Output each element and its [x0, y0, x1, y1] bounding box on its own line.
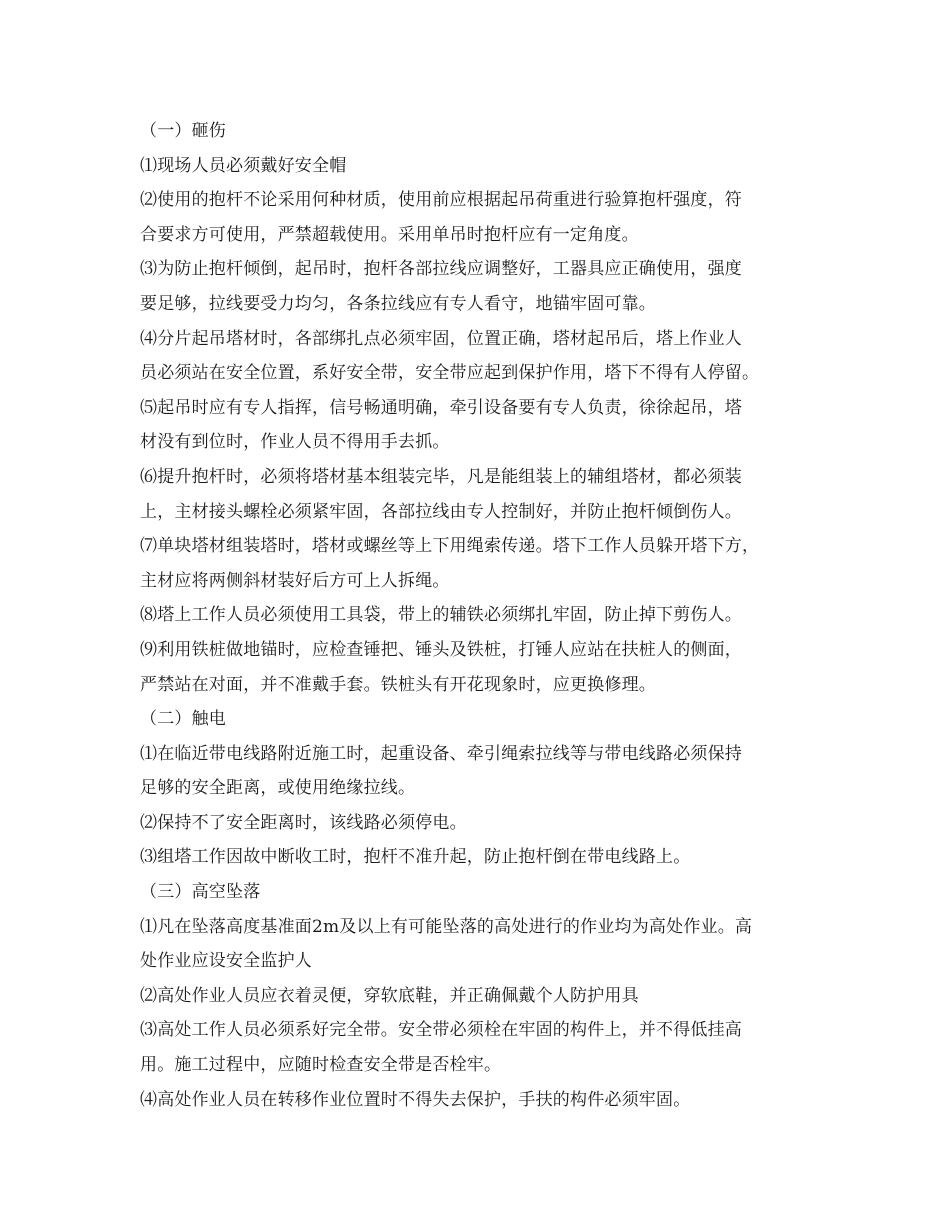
paragraph-line: 处作业应设安全监护人 [140, 951, 312, 972]
paragraph-line: 要足够，拉线要受力均匀，各条拉线应有专人看守，地锚牢固可靠。 [140, 293, 656, 314]
paragraph-line: ⑶为防止抱杆倾倒，起吊时，抱杆各部拉线应调整好，工器具应正确使用，强度 [140, 259, 742, 280]
paragraph-line: ⑷高处作业人员在转移作业位置时不得失去保护，手扶的构件必须牢固。 [140, 1089, 691, 1110]
paragraph-line: ⑵使用的抱杆不论采用何种材质，使用前应根据起吊荷重进行验算抱杆强度，符 [140, 190, 742, 211]
paragraph-line: ⑶高处工作人员必须系好完全带。安全带必须栓在牢固的构件上，并不得低挂高 [140, 1020, 742, 1041]
paragraph-line: ⑵保持不了安全距离时，该线路必须停电。 [140, 812, 467, 833]
paragraph-line: 合要求方可使用，严禁超载使用。采用单吊时抱杆应有一定角度。 [140, 224, 639, 245]
paragraph-line: 严禁站在对面，并不准戴手套。铁桩头有开花现象时，应更换修理。 [140, 674, 656, 695]
paragraph-line: 用。施工过程中，应随时检查安全带是否栓牢。 [140, 1055, 502, 1076]
paragraph-line: ⑺单块塔材组装塔时，塔材或螺丝等上下用绳索传递。塔下工作人员躲开塔下方， [140, 536, 760, 557]
document-body [140, 114, 820, 1117]
paragraph-line: 材没有到位时，作业人员不得用手去抓。 [140, 432, 450, 453]
paragraph-line: 上，主材接头螺栓必须紧牢固，各部拉线由专人控制好，并防止抱杆倾倒伤人。 [140, 501, 742, 522]
section-heading: （二）触电 [140, 709, 226, 730]
paragraph-line: 主材应将两侧斜材装好后方可上人拆绳。 [140, 570, 450, 591]
paragraph-line: 足够的安全距离，或使用绝缘拉线。 [140, 778, 416, 799]
paragraph-line: ⑼利用铁桩做地锚时，应检查锤把、锤头及铁桩，打锤人应站在扶桩人的侧面， [140, 639, 742, 660]
section-heading: （三）高空坠落 [140, 882, 261, 903]
paragraph-line: ⑷分片起吊塔材时，各部绑扎点必须牢固，位置正确，塔材起吊后，塔上作业人 [140, 328, 742, 349]
paragraph-line: ⑸起吊时应有专人指挥，信号畅通明确，牵引设备要有专人负责，徐徐起吊，塔 [140, 397, 742, 418]
paragraph-line: ⑻塔上工作人员必须使用工具袋，带上的辅铁必须绑扎牢固，防止掉下剪伤人。 [140, 605, 742, 626]
paragraph-line: ⑴在临近带电线路附近施工时，起重设备、牵引绳索拉线等与带电线路必须保持 [140, 743, 742, 764]
paragraph-line: 员必须站在安全位置，系好安全带，安全带应起到保护作用，塔下不得有人停留。 [140, 363, 760, 384]
section-heading: （一）砸伤 [140, 121, 226, 141]
paragraph-line: ⑴凡在坠落高度基准面2m及以上有可能坠落的高处进行的作业均为高处作业。高 [140, 916, 753, 937]
paragraph-line: ⑹提升抱杆时，必须将塔材基本组装完毕，凡是能组装上的辅组塔材，都必须装 [140, 466, 742, 487]
paragraph-line: ⑶组塔工作因故中断收工时，抱杆不准升起，防止抱杆倒在带电线路上。 [140, 847, 691, 868]
paragraph-line: ⑵高处作业人员应衣着灵便，穿软底鞋，并正确佩戴个人防护用具 [140, 985, 639, 1006]
paragraph-line: ⑴现场人员必须戴好安全帽 [140, 155, 347, 176]
